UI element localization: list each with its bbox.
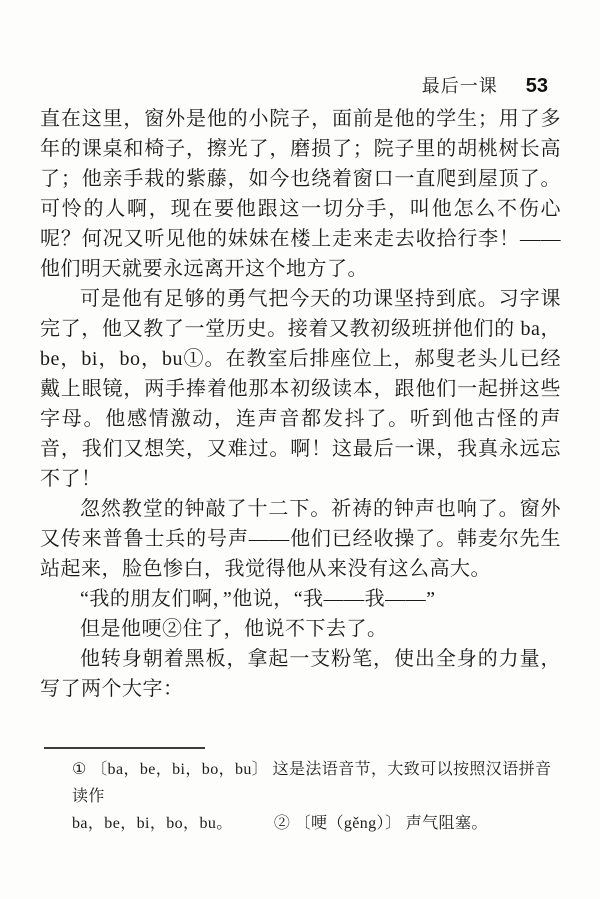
text-line: 他们明天就要永远离开这个地方了。 <box>40 258 368 280</box>
text-line: 直在这里，窗外是他的小院子，面前是他的学生；用了多 <box>40 108 561 130</box>
text-line: 呢？何况又听见他的妹妹在楼上走来走去收拾行李！—— <box>40 228 561 250</box>
text-line: 站起来，脸色惨白，我觉得他从来没有这么高大。 <box>40 558 491 580</box>
footnote-line: ba，be，bi，bo，bu。 ② 〔哽（gěng）〕 声气阻塞。 <box>72 815 488 832</box>
text-line: 但是他哽②住了，他说不下去了。 <box>80 618 388 640</box>
footnotes <box>72 756 557 837</box>
text-line: 他转身朝着黑板，拿起一支粉笔，使出全身的力量， <box>80 648 561 670</box>
text-line: 可怜的人啊，现在要他跟这一切分手，叫他怎么不伤心 <box>40 198 561 220</box>
text-line: 音，我们又想笑，又难过。啊！这最后一课，我真永远忘 <box>40 438 561 460</box>
body-text <box>40 104 561 704</box>
text-line: be，bi，bo，bu①。在教室后排座位上，郝叟老头儿已经 <box>40 348 561 370</box>
chapter-title: 最后一课 <box>421 76 498 96</box>
text-line: 可是他有足够的勇气把今天的功课坚持到底。习字课 <box>80 288 561 310</box>
text-line: “我的朋友们啊，”他说，“我——我——” <box>80 588 436 610</box>
text-line: 又传来普鲁士兵的号声——他们已经收操了。韩麦尔先生 <box>40 528 561 550</box>
text-line: 戴上眼镜，两手捧着他那本初级读本，跟他们一起拼这些 <box>40 378 561 400</box>
text-line: 完了，他又教了一堂历史。接着又教初级班拼他们的 ba， <box>40 318 561 340</box>
text-line: 字母。他感情激动，连声音都发抖了。听到他古怪的声 <box>40 408 561 430</box>
running-header <box>422 72 548 98</box>
footnote-divider <box>44 747 205 749</box>
text-line: 了；他亲手栽的紫藤，如今也绕着窗口一直爬到屋顶了。 <box>40 168 561 190</box>
footnote-line: ① 〔ba，be，bi，bo，bu〕 这是法语音节，大致可以按照汉语拼音读作 <box>72 761 552 805</box>
text-line: 不了！ <box>40 468 102 490</box>
page-number: 53 <box>525 75 548 97</box>
text-line: 忽然教堂的钟敲了十二下。祈祷的钟声也响了。窗外 <box>80 498 561 520</box>
text-line: 写了两个大字： <box>40 678 184 700</box>
text-line: 年的课桌和椅子，擦光了，磨损了；院子里的胡桃树长高 <box>40 138 561 160</box>
